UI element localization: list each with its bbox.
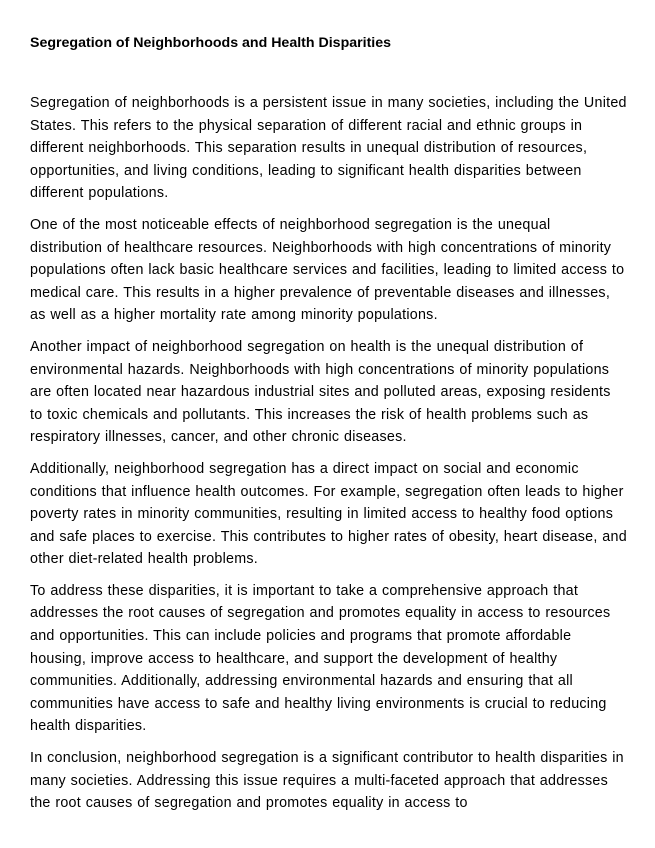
paragraph-social-economic: Additionally, neighborhood segregation has a direct impact on social and economic conditions that influence health outcomes. For example, segregation often leads to higher poverty rates in minority communities, resulting in limited access to healthy food options and safe places to exercise. This contributes to higher rates of obesity, heart disease, and other diet-related health problems. xyxy=(30,460,627,568)
paragraph-intro: Segregation of neighborhoods is a persistent issue in many societies, including the United States. This refers to the physical separation of different racial and ethnic groups in different neighborhoods. This separation results in unequal distribution of resources, opportunities, and living conditions, leading to significant health disparities between different populations. xyxy=(30,95,627,202)
paragraph-conclusion: In conclusion, neighborhood segregation is a significant contributor to health disparities in many societies. Addressing this issue requires a multi-faceted approach that addresses the root causes of segregation and promotes equality in access to xyxy=(30,750,624,812)
paragraph-addressing-disparities: To address these disparities, it is important to take a comprehensive approach that addresses the root causes of segregation and promotes equality in access to resources and opportunities. This can include policies and programs that promote affordable housing, improve access to healthcare, and support the development of healthy communities. Additionally, addressing environmental hazards and ensuring that all communities have access to safe and healthy living environments is crucial to reducing health disparities. xyxy=(30,582,611,735)
paragraph-healthcare-resources: One of the most noticeable effects of neighborhood segregation is the unequal distribution of healthcare resources. Neighborhoods with high concentrations of minority populations often lack basic healthcare services and facilities, leading to limited access to medical care. This results in a higher prevalence of preventable diseases and illnesses, as well as a higher mortality rate among minority populations. xyxy=(30,216,625,324)
document-title: Segregation of Neighborhoods and Health Disparities xyxy=(30,35,392,51)
paragraph-environmental-hazards: Another impact of neighborhood segregation on health is the unequal distribution of environmental hazards. Neighborhoods with high concentrations of minority populations are often located near hazardous industrial sites and polluted areas, exposing residents to toxic chemicals and pollutants. This increases the risk of health problems such as respiratory illnesses, cancer, and other chronic diseases. xyxy=(30,338,611,446)
